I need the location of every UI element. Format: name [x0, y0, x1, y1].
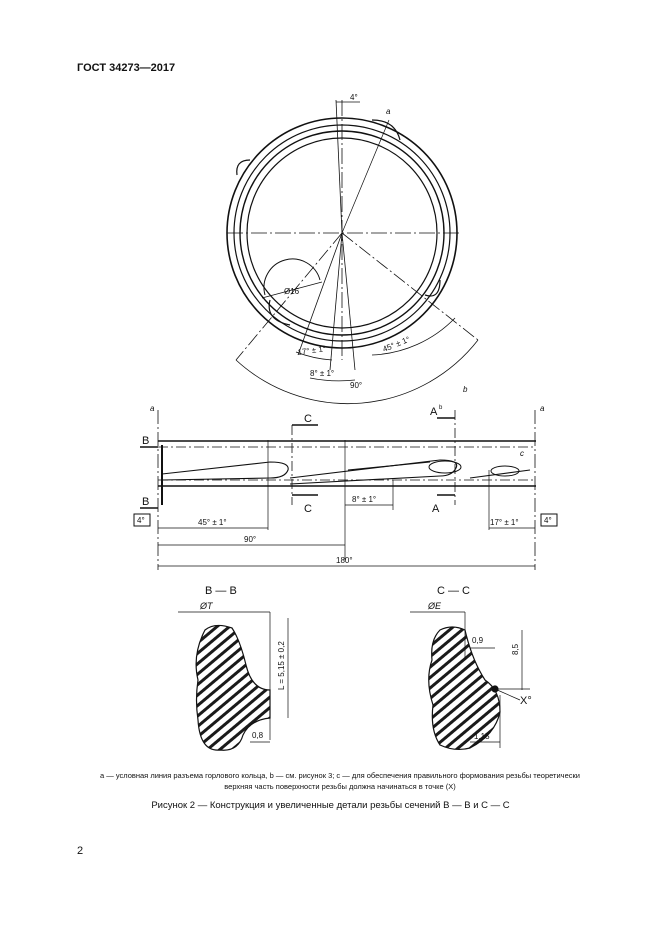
note-c: c — [520, 449, 524, 458]
diam-16-label: Ø16 — [284, 287, 300, 296]
dim-17-label: 17° ± 1° — [490, 518, 519, 527]
document-header: ГОСТ 34273—2017 — [77, 62, 176, 74]
label-C-bottom: C — [304, 503, 312, 515]
section-bb-small: 0,8 — [252, 731, 264, 740]
section-cc-d85: 8,5 — [511, 643, 520, 655]
label-C-top: C — [304, 413, 312, 425]
label-A-bottom: A — [432, 503, 440, 515]
dim-45-label: 45° ± 1° — [198, 518, 227, 527]
section-cc-dia: ØE — [428, 601, 442, 611]
section-cc-d09: 0,9 — [472, 636, 484, 645]
section-bb-len: L = 5,15 ± 0,2 — [277, 641, 286, 690]
section-bb-title: B — B — [205, 585, 237, 597]
label-A-sup: b — [439, 405, 443, 411]
angle-45-label: 45° ± 1° — [381, 334, 412, 354]
figure-note: a — условная линия разъема горлового кольца, b — см. рисунок 3; c — для обеспечения правильного формования резьбы теоретически верхняя часть поверхности резьбы должна начинаться в точке (X) — [100, 771, 580, 791]
label-B-top: B — [142, 435, 150, 447]
section-cc — [410, 612, 530, 749]
note-b: b — [463, 385, 468, 394]
top-view — [227, 100, 478, 404]
box-4-right-label: 4° — [544, 516, 552, 525]
label-B-bottom: B — [142, 496, 150, 508]
section-bb-dia: ØT — [200, 601, 213, 611]
section-bb — [178, 612, 288, 750]
dim-180-label: 180° — [336, 556, 353, 565]
development-view — [140, 410, 536, 570]
box-4-left-label: 4° — [137, 516, 145, 525]
dim-8-label: 8° ± 1° — [352, 495, 377, 504]
section-cc-title: C — C — [437, 585, 470, 597]
label-A-top: A — [430, 406, 438, 418]
note-a-top: a — [386, 107, 391, 116]
angle-17-label: 17° ± 1° — [297, 344, 327, 357]
page-number: 2 — [77, 845, 84, 857]
angle-8-label: 8° ± 1° — [310, 369, 335, 378]
note-a-left: a — [150, 404, 155, 413]
section-cc-x: X° — [520, 695, 532, 707]
figure-caption: Рисунок 2 — Конструкция и увеличенные детали резьбы сечений В — В и С — С — [151, 800, 510, 811]
angle-4-label: 4° — [350, 93, 358, 102]
dim-90-label: 90° — [244, 535, 257, 544]
note-a-right: a — [540, 404, 545, 413]
angle-90-label: 90° — [350, 381, 363, 390]
section-cc-d115: 1,15 — [474, 732, 490, 741]
